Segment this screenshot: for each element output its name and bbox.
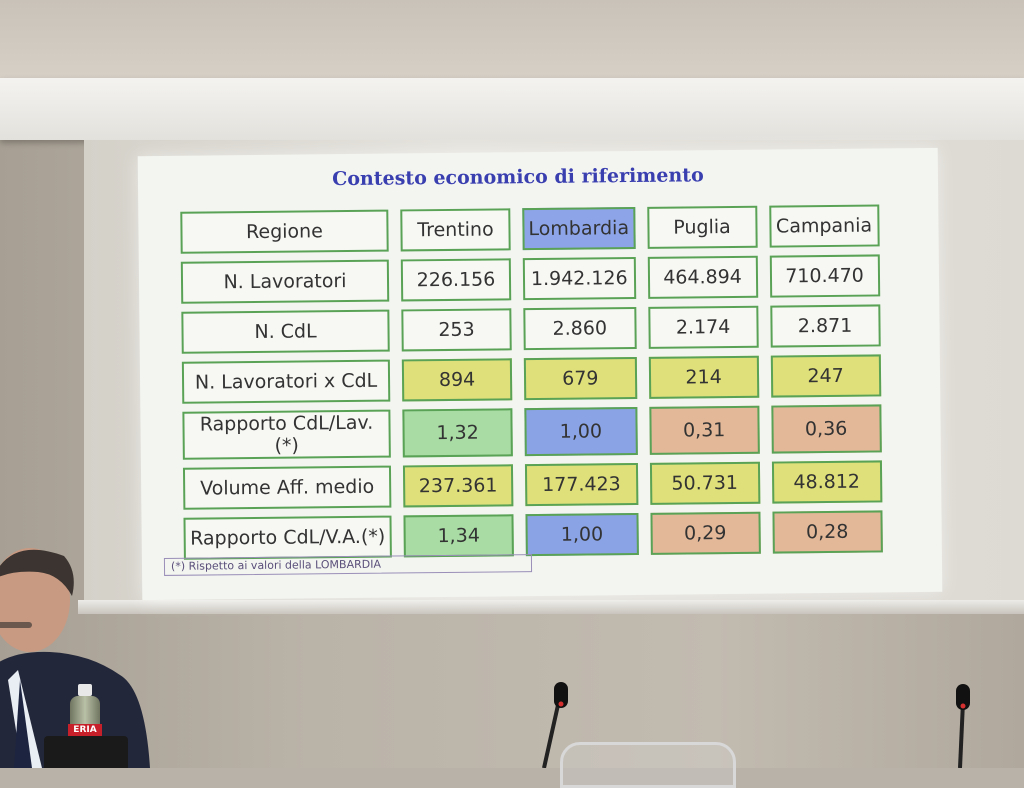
table-cell: 50.731 bbox=[649, 462, 759, 505]
table-cell: 679 bbox=[524, 357, 637, 400]
bottle-label: ERIA bbox=[68, 724, 102, 736]
table-cell: 226.156 bbox=[401, 258, 511, 301]
table-row bbox=[181, 254, 880, 303]
table-cell: 2.174 bbox=[648, 306, 758, 349]
table-cell: 1,00 bbox=[524, 407, 637, 456]
glass bbox=[44, 736, 128, 768]
table-cell: 237.361 bbox=[403, 464, 513, 507]
table-cell: 894 bbox=[402, 358, 512, 401]
row-label: N. Lavoratori x CdL bbox=[182, 360, 390, 404]
table-header-row bbox=[180, 204, 879, 253]
row-label: Volume Aff. medio bbox=[183, 466, 391, 510]
table-cell: 0,36 bbox=[771, 404, 881, 453]
microphone-right bbox=[948, 682, 978, 768]
table-cell: 214 bbox=[648, 356, 758, 399]
slide bbox=[138, 148, 943, 600]
table-cell: 0,28 bbox=[772, 510, 882, 553]
table-row bbox=[182, 354, 881, 403]
table-cell: 710.470 bbox=[769, 254, 879, 297]
table-cell: 253 bbox=[401, 308, 511, 351]
table-row bbox=[182, 404, 881, 459]
data-table bbox=[168, 196, 894, 568]
row-label: Rapporto CdL/Lav.(*) bbox=[182, 410, 390, 460]
header-trentino: Trentino bbox=[400, 208, 510, 251]
table-cell: 1,34 bbox=[403, 514, 513, 557]
row-label: N. Lavoratori bbox=[181, 260, 389, 304]
table-cell: 1,00 bbox=[525, 513, 638, 556]
table-row bbox=[183, 510, 882, 559]
table-cell: 2.871 bbox=[770, 304, 880, 347]
table-cell: 2.860 bbox=[523, 307, 636, 350]
header-campania: Campania bbox=[769, 204, 879, 247]
header-puglia: Puglia bbox=[647, 206, 757, 249]
table-cell: 464.894 bbox=[647, 256, 757, 299]
table-cell: 48.812 bbox=[771, 460, 881, 503]
chair-back bbox=[560, 742, 736, 788]
row-label: Rapporto CdL/V.A.(*) bbox=[183, 516, 391, 560]
header-regione: Regione bbox=[180, 210, 388, 254]
table-row bbox=[181, 304, 880, 353]
table-row bbox=[183, 460, 882, 509]
table-cell: 1.942.126 bbox=[523, 257, 636, 300]
table-cell: 1,32 bbox=[402, 408, 512, 457]
header-lombardia: Lombardia bbox=[522, 207, 635, 250]
table-cell: 247 bbox=[770, 354, 880, 397]
footnote: (*) Rispetto ai valori della LOMBARDIA bbox=[164, 554, 532, 576]
table-cell: 0,31 bbox=[649, 406, 759, 455]
row-label: N. CdL bbox=[181, 310, 389, 354]
screen-bottom-bar bbox=[78, 600, 1024, 614]
slide-title: Contesto economico di riferimento bbox=[332, 164, 704, 191]
ceiling-bulkhead bbox=[0, 78, 1024, 140]
table-cell: 177.423 bbox=[525, 463, 638, 506]
table-cell: 0,29 bbox=[650, 512, 760, 555]
